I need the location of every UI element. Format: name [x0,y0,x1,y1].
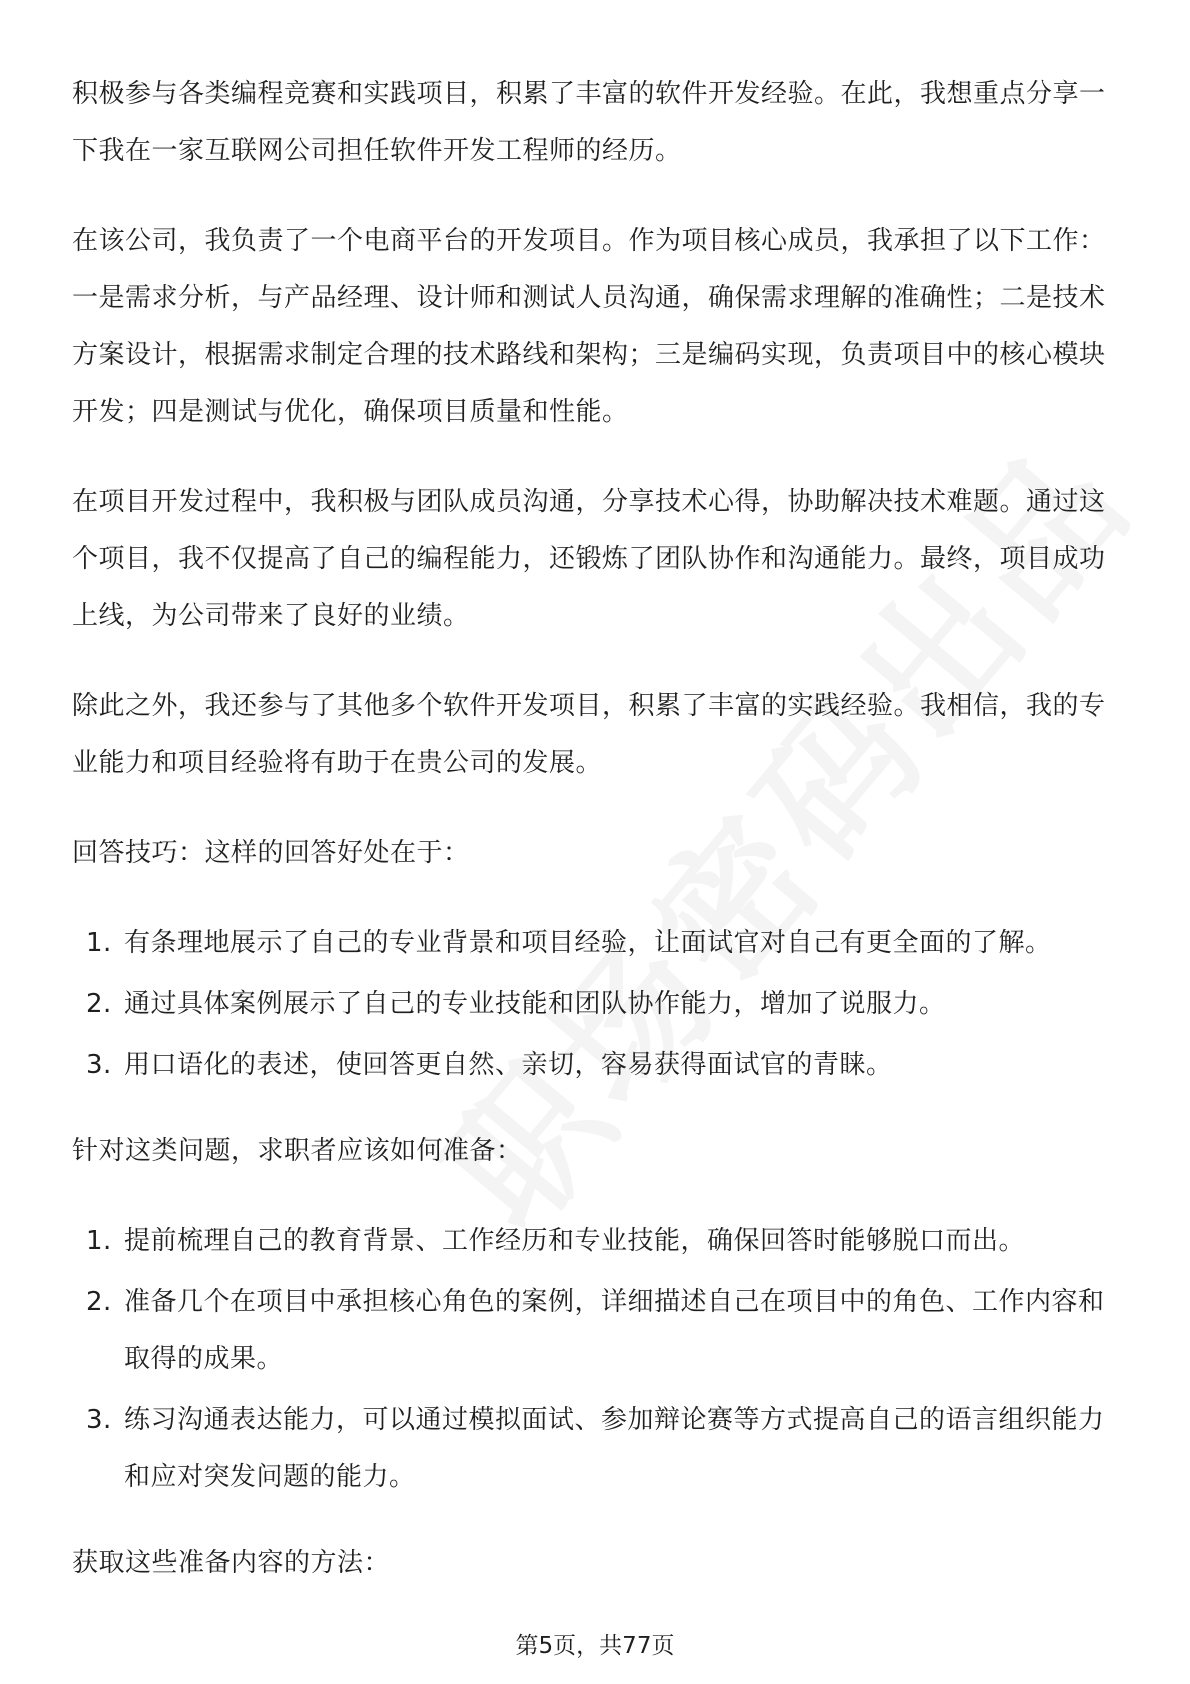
list-text: 有条理地展示了自己的专业背景和项目经验，让面试官对自己有更全面的了解。 [124,928,1052,958]
list-item [72,976,1116,1033]
list-number: 3. [86,1405,112,1435]
document-body [72,66,1116,1625]
list-item [72,1037,1116,1094]
method-heading: 获取这些准备内容的方法： [72,1548,391,1578]
prep-heading: 针对这类问题，求职者应该如何准备： [72,1136,523,1166]
list-number: 2. [86,1287,112,1317]
list-number: 1. [86,1226,112,1256]
paragraph-other-projects: 除此之外，我还参与了其他多个软件开发项目，积累了丰富的实践经验。我相信，我的专业能力和项目经验将有助于在贵公司的发展。 [72,691,1106,778]
list-text: 准备几个在项目中承担核心角色的案例，详细描述自己在项目中的角色、工作内容和取得的成果。 [124,1287,1105,1374]
list-number: 2. [86,989,112,1019]
paragraph-responsibilities: 在该公司，我负责了一个电商平台的开发项目。作为项目核心成员，我承担了以下工作：一是需求分析，与产品经理、设计师和测试人员沟通，确保需求理解的准确性；二是技术方案设计，根据需求制定合理的技术路线和架构；三是编码实现，负责项目中的核心模块开发；四是测试与优化，确保项目质量和性能。 [72,226,1106,427]
list-text: 用口语化的表述，使回答更自然、亲切，容易获得面试官的青睐。 [124,1050,893,1080]
list-number: 3. [86,1050,112,1080]
list-text: 通过具体案例展示了自己的专业技能和团队协作能力，增加了说服力。 [124,989,946,1019]
list-item [72,1274,1116,1388]
list-number: 1. [86,928,112,958]
list-text: 提前梳理自己的教育背景、工作经历和专业技能，确保回答时能够脱口而出。 [124,1226,1026,1256]
list-item [72,1392,1116,1506]
list-item [72,915,1116,972]
page-indicator: 第5页，共77页 [515,1633,675,1659]
list-text: 练习沟通表达能力，可以通过模拟面试、参加辩论赛等方式提高自己的语言组织能力和应对突发问题的能力。 [124,1405,1105,1492]
list-item [72,1213,1116,1270]
paragraph-teamwork: 在项目开发过程中，我积极与团队成员沟通，分享技术心得，协助解决技术难题。通过这个项目，我不仅提高了自己的编程能力，还锻炼了团队协作和沟通能力。最终，项目成功上线，为公司带来了良好的业绩。 [72,487,1106,631]
prep-list [72,1213,1116,1506]
tips-heading: 回答技巧：这样的回答好处在于： [72,838,470,868]
paragraph-intro: 积极参与各类编程竞赛和实践项目，积累了丰富的软件开发经验。在此，我想重点分享一下我在一家互联网公司担任软件开发工程师的经历。 [72,79,1106,166]
tips-list [72,915,1116,1094]
